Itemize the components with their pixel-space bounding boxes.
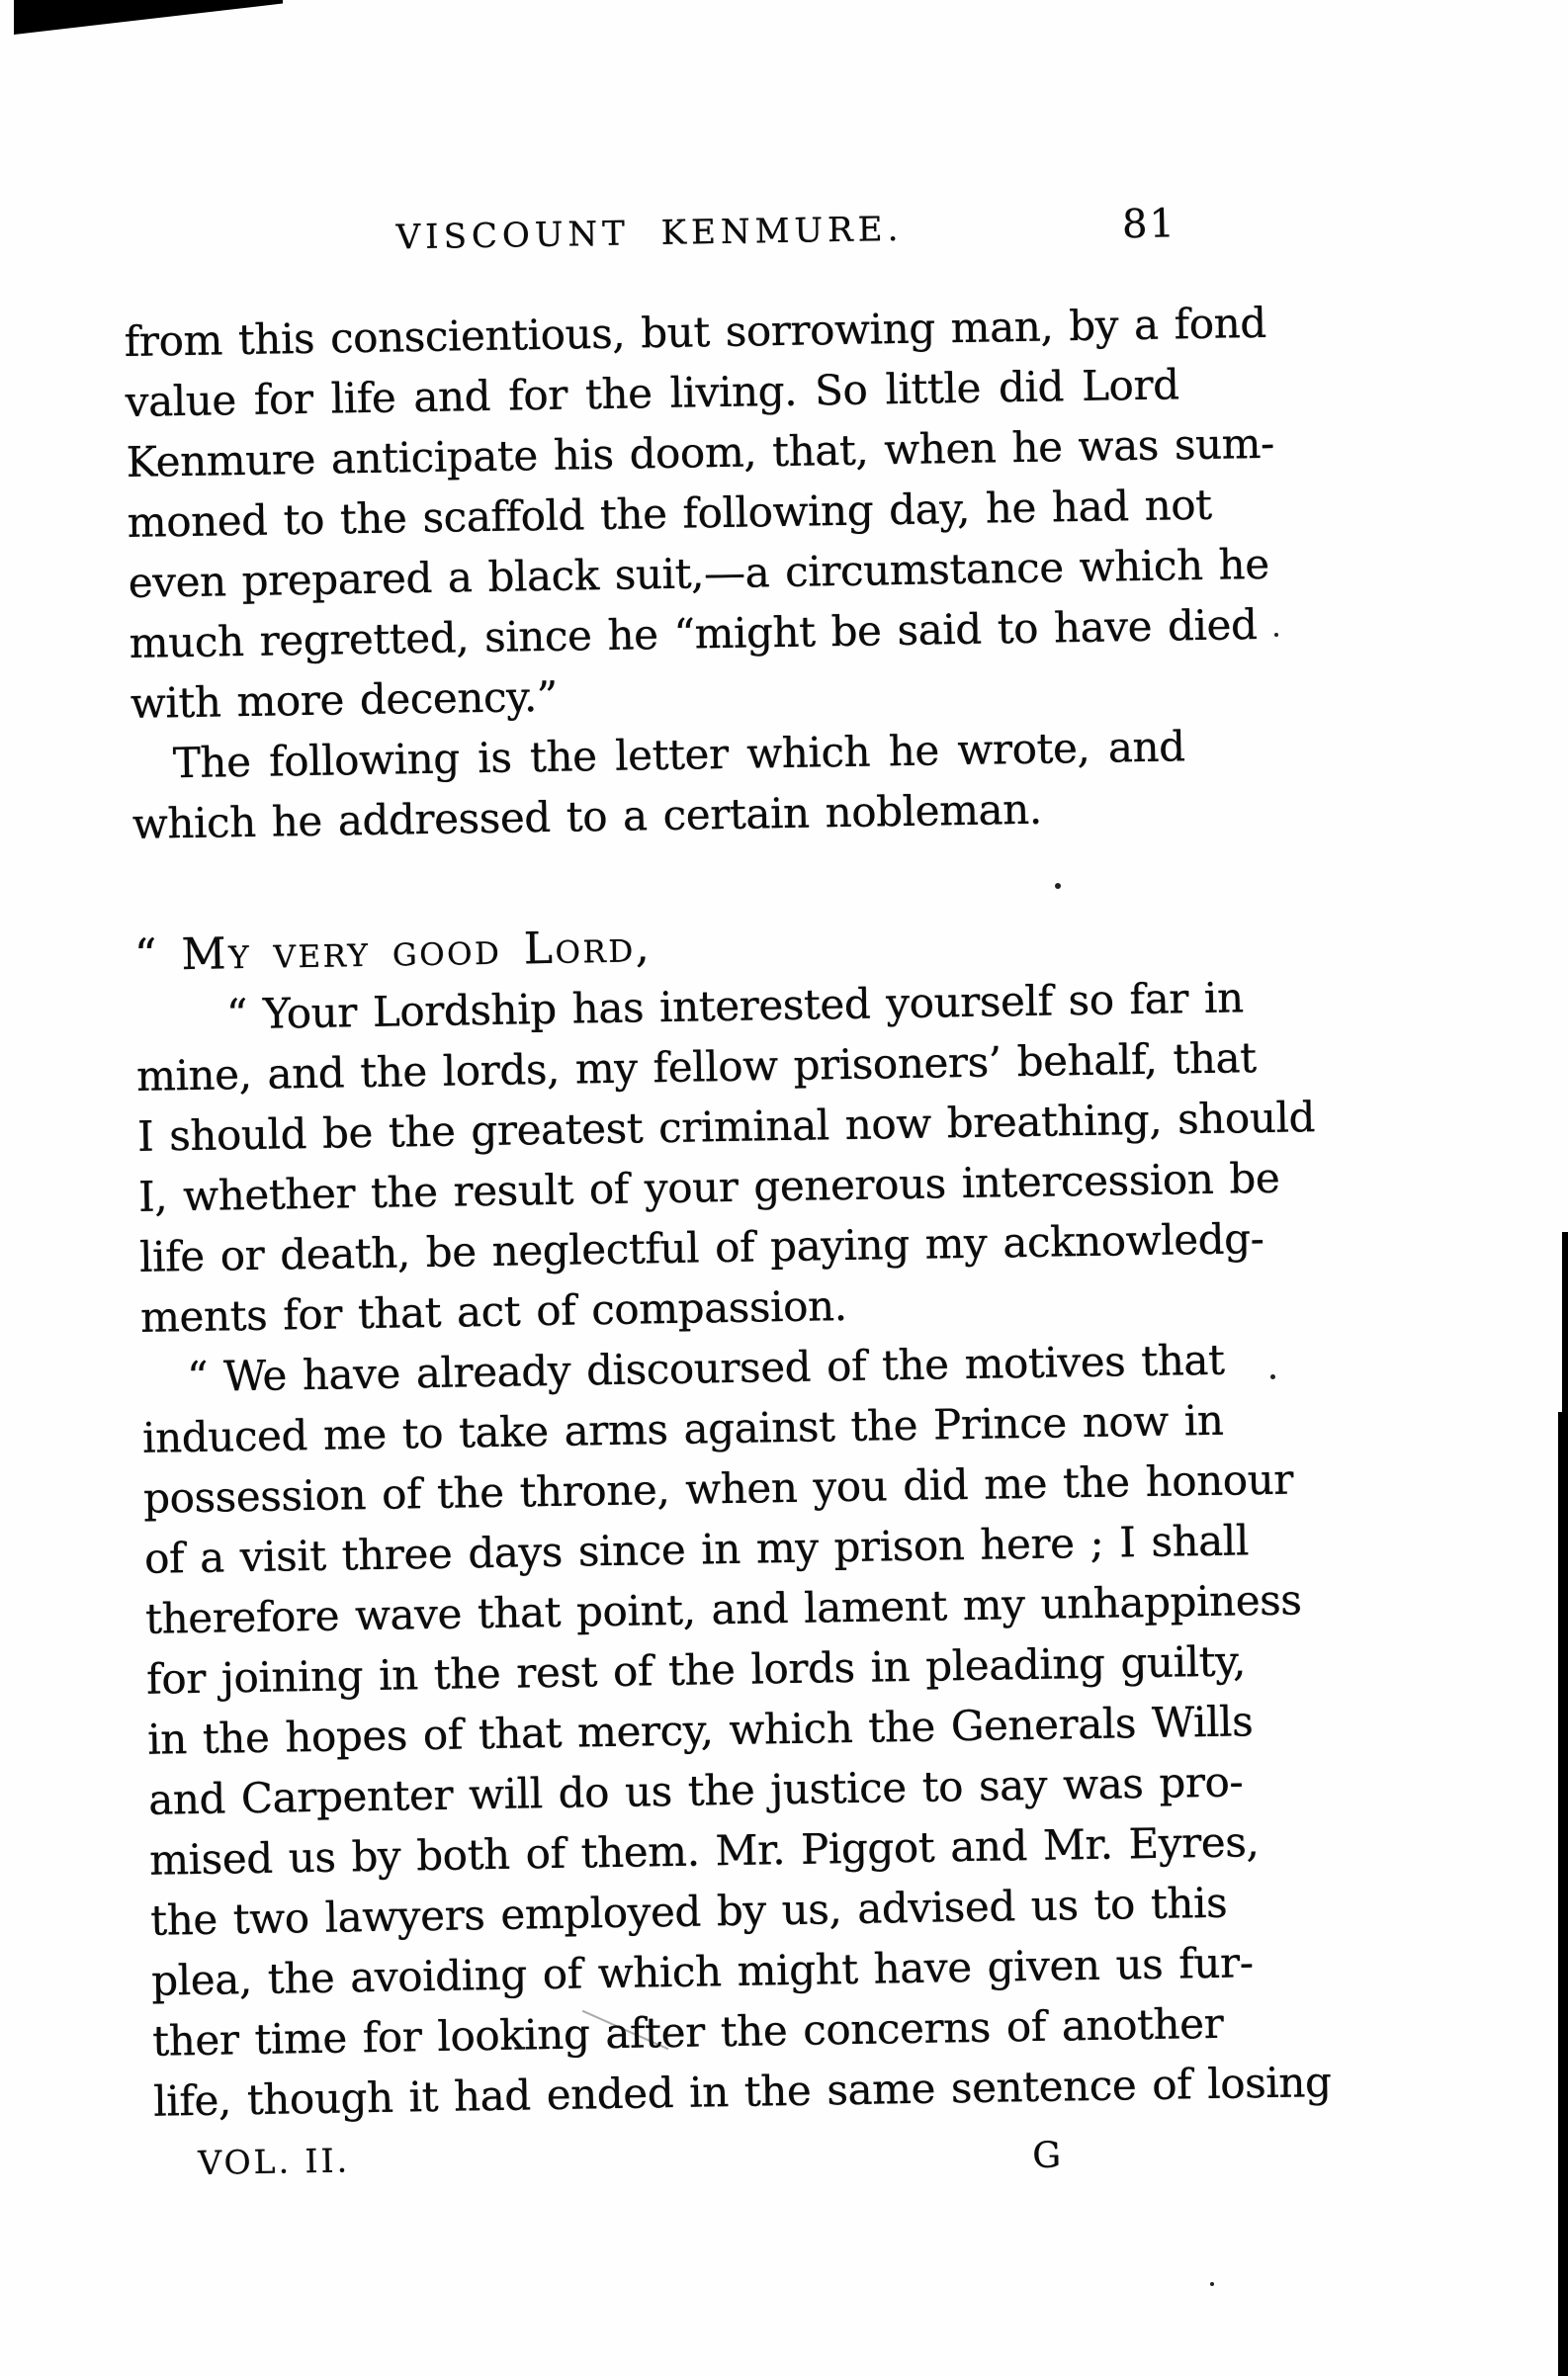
running-header [123,201,1177,262]
text-line: plea, the avoiding of which might have given us fur- [150,1938,1254,2005]
text-line: from this conscientious, but sorrowing man, by a fond [124,298,1267,366]
text-line: value for life and for the living. So little did Lord [125,360,1180,426]
page-number: 81 [1121,201,1177,248]
text-line: the two lawyers employed by us, advised us to this [149,1878,1228,1945]
scan-edge-bar [1558,1412,1568,2376]
text-line: with more decency.” [130,671,559,728]
body-text [124,294,1332,2131]
scan-edge-bar-top [1562,1232,1568,1415]
text-line: I should be the greatest criminal now breathing, should [136,1093,1316,1161]
catchword: G [1031,2135,1062,2176]
text-line: even prepared a black suit,—a circumstance which he [128,539,1270,607]
text-line: ther time for looking after the concerns of another [151,1998,1224,2066]
text-line: of a visit three days since in my prison here ; I shall [143,1516,1250,1583]
text-line: Kenmure anticipate his doom, that, when he was sum- [126,418,1275,486]
text-line: much regretted, since he “might be said to have died [129,600,1258,667]
text-line: and Carpenter will do us the justice to say was pro- [147,1757,1244,1824]
text-line: induced me to take arms against the Prince now in [141,1395,1224,1462]
text-line: for joining in the rest of the lords in pleading guilty, [145,1636,1247,1704]
text-line: in the hopes of that mercy, which the Generals Wills [146,1697,1254,1764]
text-line: mine, and the lords, my fellow prisoners’ behalf, that [135,1033,1258,1100]
scan-speck [1270,1374,1275,1379]
text-line: possession of the throne, when you did me the honour [142,1454,1294,1523]
text-line: “ Your Lordship has interested yourself so far in [225,973,1245,1039]
text-line: ments for that act of compassion. [139,1280,847,1342]
text-line: therefore wave that point, and lament my unhappiness [144,1575,1302,1643]
scan-speck [1210,2282,1214,2286]
scan-speck [1274,633,1278,637]
salutation-line: “ My very good Lord, [133,922,653,981]
text-line: “ We have already discoursed of the motives that [186,1335,1225,1402]
text-line: I, whether the result of your generous intercession be [137,1153,1280,1221]
page-content [119,0,1332,2376]
text-line: The following is the letter which he wrote, and [172,722,1186,788]
text-line: which he addressed to a certain nobleman. [131,784,1043,848]
text-line: life, though it had ended in the same sentence of losing [152,2057,1332,2126]
page-header-title: VISCOUNT KENMURE. [395,209,904,258]
text-line: life or death, be neglectful of paying my acknowledg- [138,1213,1264,1281]
text-line: mised us by both of them. Mr. Piggot and Mr. Eyres, [148,1817,1260,1885]
volume-label: VOL. II. [197,2141,351,2182]
text-line: moned to the scaffold the following day, he had not [127,480,1213,547]
